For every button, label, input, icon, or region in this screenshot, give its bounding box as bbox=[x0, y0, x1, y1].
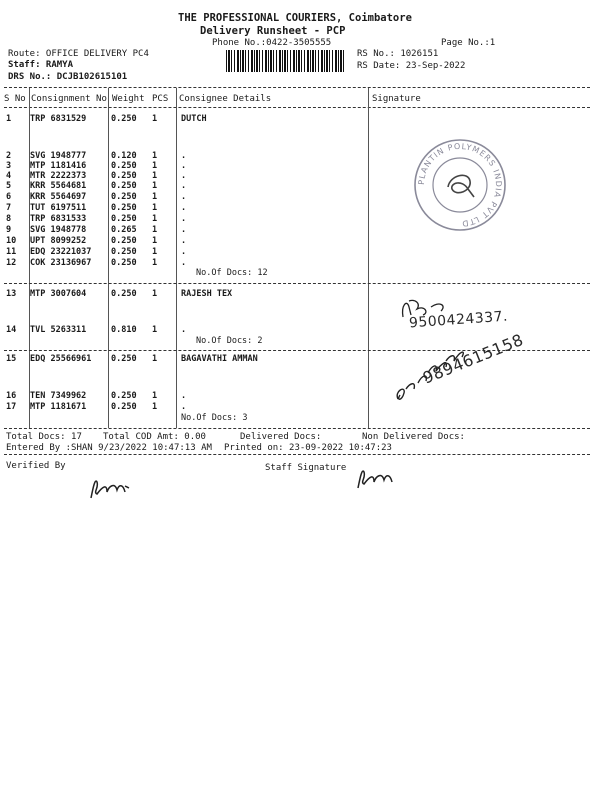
divider bbox=[4, 454, 590, 455]
drs-number: DRS No.: DCJB102615101 bbox=[8, 72, 128, 82]
barcode bbox=[226, 50, 344, 72]
divider bbox=[4, 107, 590, 108]
delivered-docs: Delivered Docs: bbox=[240, 432, 322, 442]
divider bbox=[4, 87, 590, 88]
column-header-signature: Signature bbox=[372, 94, 421, 104]
rs-number: RS No.: 1026151 bbox=[357, 49, 439, 59]
staff-signature bbox=[352, 462, 402, 492]
group-doc-count: No.Of Docs: 2 bbox=[196, 336, 263, 346]
company-name: THE PROFESSIONAL COURIERS, Coimbatore bbox=[178, 12, 412, 24]
route: Route: OFFICE DELIVERY PC4 bbox=[8, 49, 149, 59]
entered-by: Entered By :SHAN 9/23/2022 10:47:13 AM bbox=[6, 443, 212, 453]
column-header-consignment: Consignment No bbox=[31, 94, 107, 104]
column-header-weight: Weight bbox=[112, 94, 145, 104]
staff-name: Staff: RAMYA bbox=[8, 60, 74, 70]
staff-signature-label: Staff Signature bbox=[265, 463, 347, 473]
phone-number: Phone No.:0422-3505555 bbox=[212, 38, 332, 48]
page-number: Page No.:1 bbox=[441, 38, 496, 48]
svg-text:PLANTIN POLYMERS INDIA PVT LTD: PLANTIN POLYMERS INDIA PVT LTD bbox=[416, 141, 504, 229]
document-title: Delivery Runsheet - PCP bbox=[200, 25, 346, 37]
column-header-sno: S No bbox=[4, 94, 26, 104]
column-line bbox=[368, 88, 369, 428]
divider bbox=[4, 428, 590, 429]
total-docs: Total Docs: 17 bbox=[6, 432, 82, 442]
column-header-consignee: Consignee Details bbox=[179, 94, 272, 104]
group-doc-count: No.Of Docs: 12 bbox=[196, 268, 268, 278]
rs-date: RS Date: 23-Sep-2022 bbox=[357, 61, 466, 71]
verified-by-label: Verified By bbox=[6, 461, 66, 471]
company-stamp bbox=[410, 135, 510, 235]
total-cod-amount: Total COD Amt: 0.00 bbox=[103, 432, 206, 442]
column-header-pcs: PCS bbox=[152, 94, 169, 104]
column-line bbox=[176, 88, 177, 428]
divider bbox=[4, 283, 590, 284]
verified-by-signature bbox=[85, 472, 135, 502]
column-line bbox=[108, 88, 109, 428]
non-delivered-docs: Non Delivered Docs: bbox=[362, 432, 465, 442]
handwritten-phone-2: 9894615158 bbox=[420, 329, 527, 388]
printed-on: Printed on: 23-09-2022 10:47:23 bbox=[224, 443, 392, 453]
handwritten-phone-1: 9500424337. bbox=[408, 308, 509, 332]
group-doc-count: No.Of Docs: 3 bbox=[181, 413, 248, 423]
